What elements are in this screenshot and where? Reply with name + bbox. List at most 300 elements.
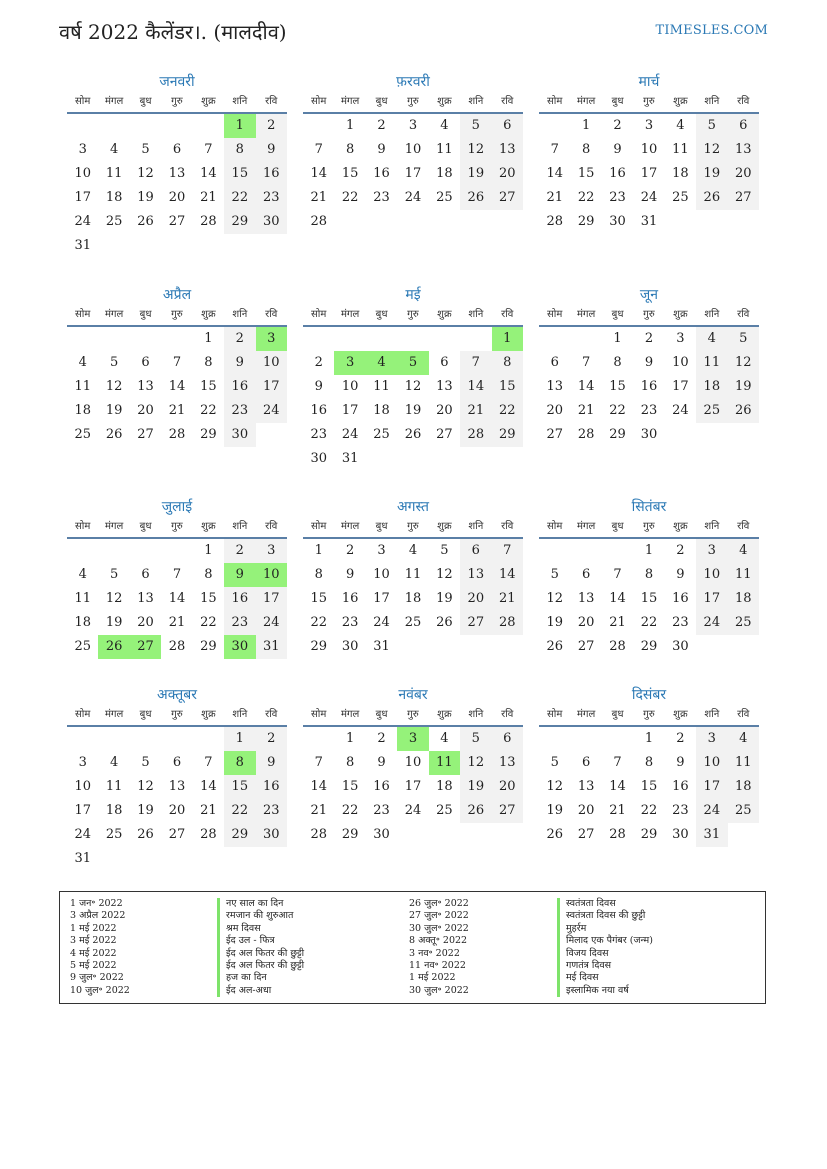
day-cell[interactable]: 10 [672, 355, 689, 370]
day-cell[interactable]: 6 [550, 355, 559, 370]
day-cell[interactable]: 31 [341, 451, 359, 466]
day-cell[interactable]: 27 [436, 427, 453, 442]
day-cell[interactable]: 26 [546, 827, 563, 842]
day-cell[interactable]: 5 [141, 142, 150, 157]
day-cell[interactable]: 28 [609, 827, 626, 842]
day-cell[interactable]: 28 [200, 827, 217, 842]
day-cell[interactable]: 24 [256, 399, 287, 423]
day-cell[interactable]: 1 [204, 543, 213, 558]
day-cell[interactable]: 22 [200, 403, 217, 418]
day-cell[interactable]: 12 [460, 138, 491, 162]
day-cell[interactable]: 10 [373, 567, 390, 582]
day-cell[interactable]: 14 [609, 779, 626, 794]
day-cell[interactable]: 11 [672, 142, 689, 157]
day-cell[interactable]: 9 [377, 755, 386, 770]
day-cell[interactable]: 18 [728, 587, 759, 611]
day-cell[interactable]: 24 [74, 214, 91, 229]
day-cell[interactable]: 17 [672, 379, 689, 394]
day-cell[interactable]: 22 [640, 615, 658, 630]
day-cell[interactable]: 11 [728, 563, 759, 587]
day-cell[interactable]: 18 [696, 375, 727, 399]
day-cell[interactable]: 5 [109, 567, 119, 582]
day-cell[interactable]: 15 [224, 775, 255, 799]
day-cell[interactable]: 17 [373, 591, 390, 606]
day-cell[interactable]: 18 [404, 591, 422, 606]
day-cell[interactable]: 1 [345, 118, 355, 133]
day-cell[interactable]: 10 [341, 379, 359, 394]
day-cell[interactable]: 30 [640, 427, 658, 442]
day-cell[interactable]: 1 [492, 327, 523, 351]
day-cell[interactable]: 14 [310, 779, 327, 794]
day-cell[interactable]: 8 [581, 142, 591, 157]
day-cell[interactable]: 1 [581, 118, 591, 133]
day-cell[interactable]: 14 [492, 563, 523, 587]
day-cell[interactable]: 30 [224, 423, 255, 447]
day-cell[interactable]: 22 [310, 615, 327, 630]
day-cell[interactable]: 22 [224, 186, 255, 210]
day-cell[interactable]: 29 [310, 639, 327, 654]
day-cell[interactable]: 20 [137, 403, 154, 418]
day-cell[interactable]: 17 [74, 190, 91, 205]
day-cell[interactable]: 4 [78, 355, 87, 370]
day-cell[interactable]: 19 [728, 375, 759, 399]
day-cell[interactable]: 25 [728, 799, 759, 823]
day-cell[interactable]: 24 [640, 190, 658, 205]
day-cell[interactable]: 24 [404, 190, 422, 205]
day-cell[interactable]: 23 [310, 427, 327, 442]
day-cell[interactable]: 19 [404, 403, 422, 418]
day-cell[interactable]: 25 [728, 611, 759, 635]
day-cell[interactable]: 7 [550, 142, 559, 157]
day-cell[interactable]: 3 [78, 142, 87, 157]
day-cell[interactable]: 2 [644, 331, 654, 346]
day-cell[interactable]: 26 [696, 186, 727, 210]
day-cell[interactable]: 5 [550, 755, 559, 770]
day-cell[interactable]: 15 [640, 591, 658, 606]
day-cell[interactable]: 11 [373, 379, 390, 394]
day-cell[interactable]: 12 [436, 567, 453, 582]
day-cell[interactable]: 5 [728, 327, 759, 351]
day-cell[interactable]: 15 [341, 166, 359, 181]
day-cell[interactable]: 3 [334, 351, 365, 375]
day-cell[interactable]: 10 [256, 563, 287, 587]
day-cell[interactable]: 5 [460, 114, 491, 138]
day-cell[interactable]: 8 [613, 355, 622, 370]
day-cell[interactable]: 8 [345, 142, 355, 157]
day-cell[interactable]: 22 [492, 399, 523, 423]
day-cell[interactable]: 4 [728, 539, 759, 563]
day-cell[interactable]: 18 [105, 803, 123, 818]
day-cell[interactable]: 30 [672, 639, 689, 654]
day-cell[interactable]: 19 [436, 591, 453, 606]
day-cell[interactable]: 17 [696, 775, 727, 799]
day-cell[interactable]: 16 [373, 166, 390, 181]
day-cell[interactable]: 2 [224, 327, 255, 351]
day-cell[interactable]: 27 [492, 186, 523, 210]
day-cell[interactable]: 8 [644, 755, 654, 770]
day-cell[interactable]: 3 [78, 755, 87, 770]
day-cell[interactable]: 17 [341, 403, 359, 418]
day-cell[interactable]: 2 [314, 355, 323, 370]
day-cell[interactable]: 3 [408, 118, 418, 133]
day-cell[interactable]: 12 [728, 351, 759, 375]
day-cell[interactable]: 25 [74, 427, 91, 442]
day-cell[interactable]: 9 [314, 379, 323, 394]
day-cell[interactable]: 14 [200, 779, 217, 794]
day-cell[interactable]: 15 [609, 379, 626, 394]
day-cell[interactable]: 31 [74, 851, 91, 866]
day-cell[interactable]: 2 [345, 543, 355, 558]
day-cell[interactable]: 17 [74, 803, 91, 818]
day-cell[interactable]: 14 [200, 166, 217, 181]
day-cell[interactable]: 22 [224, 799, 255, 823]
day-cell[interactable]: 15 [341, 779, 359, 794]
day-cell[interactable]: 20 [137, 615, 154, 630]
day-cell[interactable]: 9 [224, 351, 255, 375]
day-cell[interactable]: 1 [204, 331, 213, 346]
day-cell[interactable]: 7 [204, 142, 213, 157]
day-cell[interactable]: 29 [609, 427, 626, 442]
day-cell[interactable]: 17 [404, 779, 422, 794]
day-cell[interactable]: 3 [644, 118, 654, 133]
day-cell[interactable]: 15 [224, 162, 255, 186]
day-cell[interactable]: 25 [373, 427, 390, 442]
day-cell[interactable]: 28 [609, 639, 626, 654]
day-cell[interactable]: 11 [728, 751, 759, 775]
day-cell[interactable]: 10 [696, 563, 727, 587]
day-cell[interactable]: 5 [460, 727, 491, 751]
day-cell[interactable]: 18 [74, 403, 91, 418]
day-cell[interactable]: 4 [78, 567, 87, 582]
day-cell[interactable]: 13 [546, 379, 563, 394]
day-cell[interactable]: 14 [168, 591, 186, 606]
day-cell[interactable]: 21 [577, 403, 595, 418]
day-cell[interactable]: 14 [609, 591, 626, 606]
day-cell[interactable]: 8 [345, 755, 355, 770]
day-cell[interactable]: 26 [728, 399, 759, 423]
day-cell[interactable]: 22 [341, 190, 359, 205]
day-cell[interactable]: 13 [460, 563, 491, 587]
day-cell[interactable]: 7 [613, 567, 622, 582]
day-cell[interactable]: 9 [676, 567, 685, 582]
day-cell[interactable]: 28 [200, 214, 217, 229]
day-cell[interactable]: 11 [105, 779, 123, 794]
day-cell[interactable]: 15 [200, 591, 217, 606]
day-cell[interactable]: 14 [460, 375, 491, 399]
day-cell[interactable]: 10 [696, 751, 727, 775]
day-cell[interactable]: 1 [224, 114, 255, 138]
day-cell[interactable]: 7 [492, 539, 523, 563]
day-cell[interactable]: 19 [546, 615, 563, 630]
day-cell[interactable]: 10 [640, 142, 658, 157]
day-cell[interactable]: 5 [550, 567, 559, 582]
day-cell[interactable]: 8 [204, 567, 213, 582]
day-cell[interactable]: 15 [492, 375, 523, 399]
day-cell[interactable]: 15 [640, 779, 658, 794]
day-cell[interactable]: 6 [172, 755, 182, 770]
day-cell[interactable]: 20 [492, 162, 523, 186]
day-cell[interactable]: 7 [460, 351, 491, 375]
day-cell[interactable]: 31 [640, 214, 658, 229]
day-cell[interactable]: 24 [74, 827, 91, 842]
day-cell[interactable]: 7 [314, 142, 323, 157]
day-cell[interactable]: 28 [577, 427, 595, 442]
day-cell[interactable]: 12 [404, 379, 422, 394]
day-cell[interactable]: 3 [256, 539, 287, 563]
day-cell[interactable]: 26 [460, 799, 491, 823]
day-cell[interactable]: 28 [492, 611, 523, 635]
day-cell[interactable]: 26 [137, 827, 154, 842]
day-cell[interactable]: 7 [172, 567, 182, 582]
day-cell[interactable]: 3 [696, 539, 727, 563]
day-cell[interactable]: 23 [224, 611, 255, 635]
day-cell[interactable]: 8 [492, 351, 523, 375]
day-cell[interactable]: 20 [168, 803, 186, 818]
day-cell[interactable]: 19 [105, 615, 123, 630]
day-cell[interactable]: 22 [200, 615, 217, 630]
day-cell[interactable]: 23 [256, 799, 287, 823]
day-cell[interactable]: 16 [373, 779, 390, 794]
day-cell[interactable]: 14 [577, 379, 595, 394]
day-cell[interactable]: 2 [256, 727, 287, 751]
day-cell[interactable]: 13 [168, 166, 186, 181]
day-cell[interactable]: 20 [436, 403, 453, 418]
day-cell[interactable]: 31 [74, 238, 91, 253]
day-cell[interactable]: 25 [436, 803, 453, 818]
day-cell[interactable]: 20 [168, 190, 186, 205]
day-cell[interactable]: 17 [640, 166, 658, 181]
day-cell[interactable]: 3 [397, 727, 428, 751]
day-cell[interactable]: 3 [377, 543, 386, 558]
day-cell[interactable]: 9 [345, 567, 355, 582]
day-cell[interactable]: 5 [397, 351, 428, 375]
day-cell[interactable]: 13 [577, 591, 595, 606]
day-cell[interactable]: 15 [310, 591, 327, 606]
day-cell[interactable]: 25 [672, 190, 689, 205]
day-cell[interactable]: 18 [728, 775, 759, 799]
day-cell[interactable]: 9 [224, 563, 255, 587]
day-cell[interactable]: 14 [546, 166, 563, 181]
day-cell[interactable]: 20 [492, 775, 523, 799]
day-cell[interactable]: 1 [644, 543, 654, 558]
day-cell[interactable]: 22 [341, 803, 359, 818]
day-cell[interactable]: 9 [256, 751, 287, 775]
day-cell[interactable]: 21 [546, 190, 563, 205]
day-cell[interactable]: 11 [404, 567, 422, 582]
day-cell[interactable]: 26 [105, 427, 123, 442]
day-cell[interactable]: 12 [460, 751, 491, 775]
day-cell[interactable]: 6 [460, 539, 491, 563]
day-cell[interactable]: 4 [440, 118, 449, 133]
day-cell[interactable]: 23 [373, 803, 390, 818]
day-cell[interactable]: 14 [310, 166, 327, 181]
day-cell[interactable]: 26 [460, 186, 491, 210]
day-cell[interactable]: 29 [200, 639, 217, 654]
day-cell[interactable]: 12 [105, 379, 123, 394]
day-cell[interactable]: 31 [256, 635, 287, 659]
day-cell[interactable]: 13 [137, 591, 154, 606]
day-cell[interactable]: 17 [404, 166, 422, 181]
day-cell[interactable]: 21 [200, 803, 217, 818]
day-cell[interactable]: 25 [105, 827, 123, 842]
day-cell[interactable]: 23 [341, 615, 359, 630]
day-cell[interactable]: 7 [314, 755, 323, 770]
day-cell[interactable]: 11 [105, 166, 123, 181]
day-cell[interactable]: 11 [436, 142, 453, 157]
day-cell[interactable]: 11 [74, 379, 91, 394]
day-cell[interactable]: 26 [137, 214, 154, 229]
day-cell[interactable]: 3 [256, 327, 287, 351]
day-cell[interactable]: 28 [546, 214, 563, 229]
day-cell[interactable]: 4 [676, 118, 685, 133]
day-cell[interactable]: 4 [728, 727, 759, 751]
day-cell[interactable]: 16 [224, 375, 255, 399]
day-cell[interactable]: 16 [256, 775, 287, 799]
day-cell[interactable]: 23 [224, 399, 255, 423]
day-cell[interactable]: 21 [168, 403, 186, 418]
day-cell[interactable]: 10 [256, 351, 287, 375]
day-cell[interactable]: 14 [168, 379, 186, 394]
day-cell[interactable]: 5 [696, 114, 727, 138]
day-cell[interactable]: 23 [672, 803, 689, 818]
day-cell[interactable]: 21 [609, 615, 626, 630]
day-cell[interactable]: 28 [310, 827, 327, 842]
day-cell[interactable]: 16 [609, 166, 626, 181]
day-cell[interactable]: 7 [613, 755, 622, 770]
day-cell[interactable]: 7 [581, 355, 591, 370]
day-cell[interactable]: 31 [373, 639, 390, 654]
day-cell[interactable]: 27 [728, 186, 759, 210]
day-cell[interactable]: 29 [640, 827, 658, 842]
day-cell[interactable]: 6 [440, 355, 449, 370]
day-cell[interactable]: 4 [109, 142, 119, 157]
day-cell[interactable]: 20 [546, 403, 563, 418]
day-cell[interactable]: 17 [256, 587, 287, 611]
day-cell[interactable]: 21 [200, 190, 217, 205]
day-cell[interactable]: 24 [341, 427, 359, 442]
day-cell[interactable]: 1 [613, 331, 622, 346]
day-cell[interactable]: 27 [168, 214, 186, 229]
day-cell[interactable]: 27 [546, 427, 563, 442]
day-cell[interactable]: 24 [696, 799, 727, 823]
day-cell[interactable]: 22 [640, 803, 658, 818]
day-cell[interactable]: 9 [377, 142, 386, 157]
day-cell[interactable]: 24 [672, 403, 689, 418]
day-cell[interactable]: 27 [130, 635, 161, 659]
day-cell[interactable]: 16 [256, 162, 287, 186]
day-cell[interactable]: 17 [256, 375, 287, 399]
day-cell[interactable]: 26 [436, 615, 453, 630]
day-cell[interactable]: 1 [314, 543, 323, 558]
day-cell[interactable]: 21 [310, 803, 327, 818]
day-cell[interactable]: 15 [577, 166, 595, 181]
day-cell[interactable]: 17 [696, 587, 727, 611]
day-cell[interactable]: 12 [546, 591, 563, 606]
day-cell[interactable]: 30 [224, 635, 255, 659]
day-cell[interactable]: 11 [696, 351, 727, 375]
day-cell[interactable]: 6 [492, 114, 523, 138]
day-cell[interactable]: 30 [609, 214, 626, 229]
day-cell[interactable]: 18 [436, 779, 453, 794]
day-cell[interactable]: 12 [696, 138, 727, 162]
day-cell[interactable]: 16 [640, 379, 658, 394]
day-cell[interactable]: 18 [436, 166, 453, 181]
day-cell[interactable]: 26 [98, 635, 129, 659]
day-cell[interactable]: 9 [613, 142, 622, 157]
day-cell[interactable]: 29 [341, 827, 359, 842]
day-cell[interactable]: 19 [546, 803, 563, 818]
day-cell[interactable]: 24 [696, 611, 727, 635]
day-cell[interactable]: 4 [408, 543, 418, 558]
day-cell[interactable]: 26 [404, 427, 422, 442]
day-cell[interactable]: 18 [105, 190, 123, 205]
day-cell[interactable]: 13 [728, 138, 759, 162]
day-cell[interactable]: 13 [137, 379, 154, 394]
day-cell[interactable]: 9 [256, 138, 287, 162]
day-cell[interactable]: 8 [224, 751, 255, 775]
day-cell[interactable]: 13 [492, 138, 523, 162]
day-cell[interactable]: 4 [109, 755, 119, 770]
day-cell[interactable]: 27 [137, 427, 154, 442]
day-cell[interactable]: 9 [676, 755, 685, 770]
day-cell[interactable]: 13 [168, 779, 186, 794]
day-cell[interactable]: 3 [696, 727, 727, 751]
day-cell[interactable]: 29 [640, 639, 658, 654]
day-cell[interactable]: 30 [373, 827, 390, 842]
day-cell[interactable]: 16 [672, 591, 689, 606]
day-cell[interactable]: 4 [440, 731, 449, 746]
day-cell[interactable]: 7 [204, 755, 213, 770]
day-cell[interactable]: 1 [224, 727, 255, 751]
day-cell[interactable]: 19 [460, 162, 491, 186]
day-cell[interactable]: 12 [137, 779, 154, 794]
day-cell[interactable]: 19 [105, 403, 123, 418]
day-cell[interactable]: 23 [672, 615, 689, 630]
day-cell[interactable]: 21 [310, 190, 327, 205]
day-cell[interactable]: 12 [137, 166, 154, 181]
day-cell[interactable]: 6 [141, 567, 150, 582]
day-cell[interactable]: 30 [672, 827, 689, 842]
day-cell[interactable]: 2 [613, 118, 622, 133]
day-cell[interactable]: 18 [74, 615, 91, 630]
day-cell[interactable]: 30 [341, 639, 359, 654]
day-cell[interactable]: 16 [310, 403, 327, 418]
day-cell[interactable]: 2 [256, 114, 287, 138]
day-cell[interactable]: 18 [672, 166, 689, 181]
day-cell[interactable]: 19 [696, 162, 727, 186]
day-cell[interactable]: 27 [577, 827, 595, 842]
day-cell[interactable]: 29 [224, 210, 255, 234]
day-cell[interactable]: 23 [609, 190, 626, 205]
day-cell[interactable]: 20 [577, 615, 595, 630]
day-cell[interactable]: 27 [168, 827, 186, 842]
day-cell[interactable]: 20 [728, 162, 759, 186]
day-cell[interactable]: 2 [377, 118, 386, 133]
day-cell[interactable]: 10 [74, 779, 91, 794]
day-cell[interactable]: 25 [404, 615, 422, 630]
day-cell[interactable]: 21 [609, 803, 626, 818]
day-cell[interactable]: 16 [672, 779, 689, 794]
day-cell[interactable]: 29 [200, 427, 217, 442]
day-cell[interactable]: 30 [310, 451, 327, 466]
day-cell[interactable]: 10 [74, 166, 91, 181]
day-cell[interactable]: 10 [404, 755, 422, 770]
day-cell[interactable]: 16 [341, 591, 359, 606]
day-cell[interactable]: 4 [366, 351, 397, 375]
day-cell[interactable]: 28 [460, 423, 491, 447]
day-cell[interactable]: 24 [373, 615, 390, 630]
day-cell[interactable]: 2 [224, 539, 255, 563]
